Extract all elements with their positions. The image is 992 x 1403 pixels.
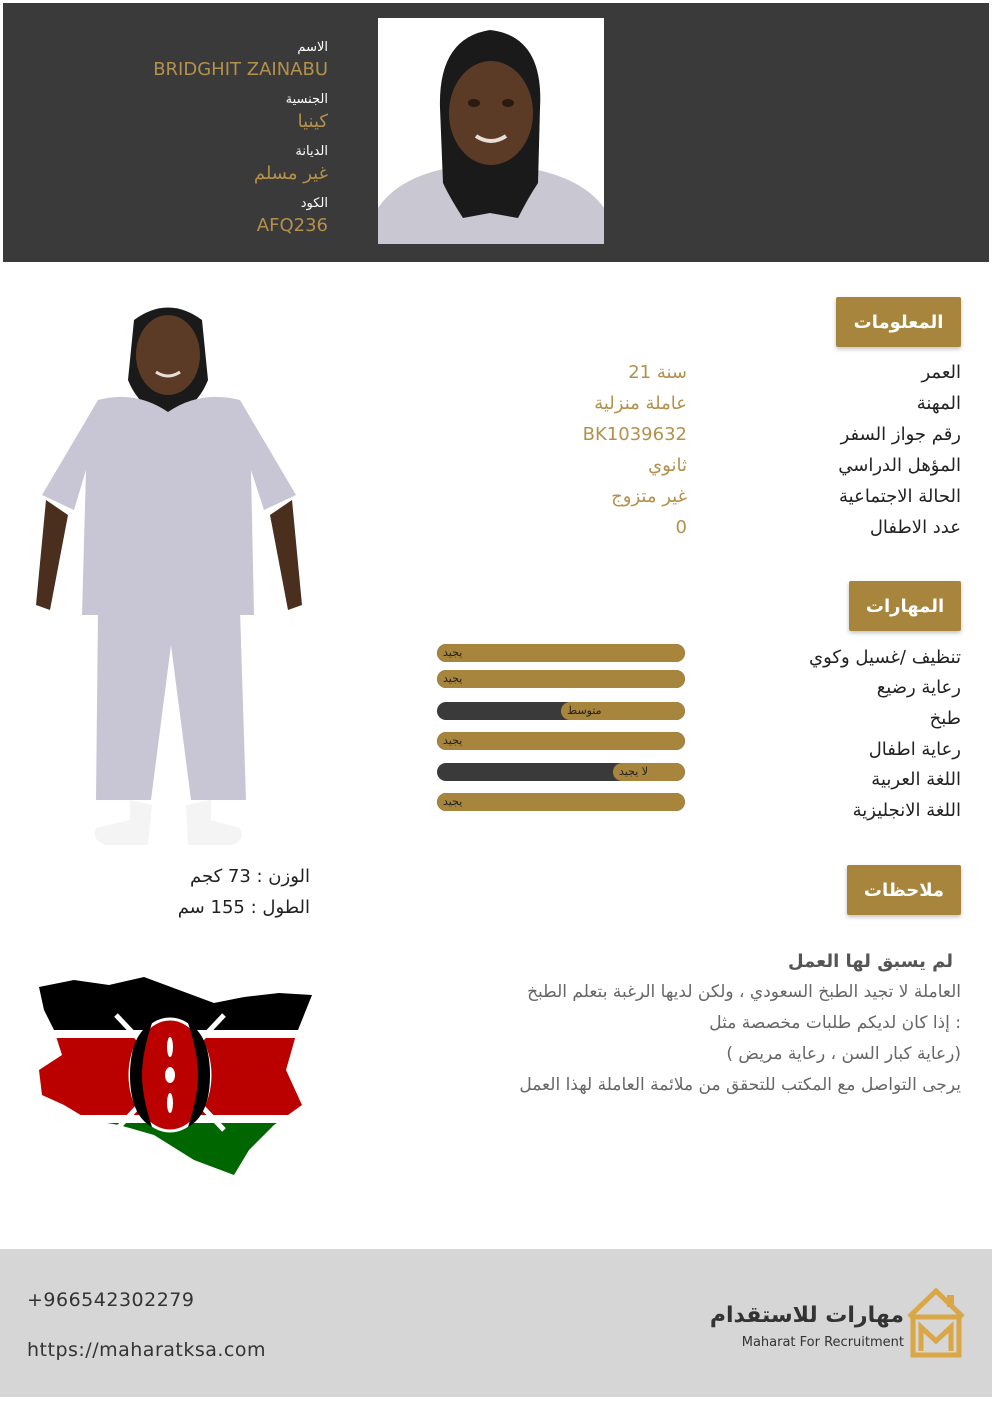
skill-bar-fill <box>437 793 685 811</box>
skill-bar-cooking <box>437 702 685 720</box>
skill-level-text: يجيد <box>443 672 463 685</box>
notes-body <box>401 946 961 1101</box>
skill-label-childcare: رعاية اطفال <box>868 739 961 760</box>
education-label: المؤهل الدراسي <box>838 455 961 476</box>
skill-level-text: يجيد <box>443 646 463 659</box>
passport-value: BK1039632 <box>582 424 687 445</box>
weight-text: الوزن : 73 كجم <box>190 866 310 887</box>
skill-label-cooking: طبخ <box>929 708 961 729</box>
passport-label: رقم جواز السفر <box>840 424 961 445</box>
nationality-label: الجنسية <box>285 92 328 107</box>
skill-bar-childcare <box>437 732 685 750</box>
religion-label: الديانة <box>295 144 328 159</box>
house-logo-icon <box>905 1287 967 1359</box>
skill-level-text: لا يجيد <box>619 765 649 778</box>
notes-line: يرجى التواصل مع المكتب للتحقق من ملائمة العاملة لهذا العمل <box>519 1075 961 1095</box>
notes-line: العاملة لا تجيد الطبخ السعودي ، ولكن لديها الرغبة بتعلم الطبخ <box>527 982 961 1002</box>
notes-headline: لم يسبق لها العمل <box>788 951 953 972</box>
skill-bar-english <box>437 793 685 811</box>
profession-value: عاملة منزلية <box>594 393 687 414</box>
skill-label-arabic: اللغة العربية <box>871 769 961 790</box>
nationality-value: كينيا <box>297 111 328 132</box>
skill-bar-fill <box>437 644 685 662</box>
portrait-photo <box>378 18 604 244</box>
notes-line: ( رعاية كبار السن ، رعاية مريض) <box>726 1044 961 1064</box>
info-section-title: المعلومات <box>836 297 961 347</box>
phone-number: +966542302279 <box>27 1289 195 1311</box>
religion-value: غير مسلم <box>253 163 328 184</box>
skill-bar-cleaning <box>437 644 685 662</box>
skill-level-text: متوسط <box>567 704 602 717</box>
kenya-flag-map <box>34 975 314 1180</box>
code-label: الكود <box>300 196 328 211</box>
notes-line: إذا كان لديكم طلبات مخصصة مثل : <box>709 1013 961 1033</box>
marital-value: غير متزوج <box>611 486 687 507</box>
skill-bar-arabic <box>437 763 685 781</box>
name-value: BRIDGHIT ZAINABU <box>153 59 328 80</box>
skill-bar-fill <box>437 670 685 688</box>
profile-header <box>3 3 989 262</box>
skill-bar-fill <box>437 732 685 750</box>
skill-label-cleaning: تنظيف /غسيل وكوي <box>809 647 961 668</box>
maharat-logo-icon <box>905 1287 967 1359</box>
education-value: ثانوي <box>648 455 687 476</box>
logo-english-text: Maharat For Recruitment <box>741 1335 904 1350</box>
profession-label: المهنة <box>916 393 961 414</box>
skill-bar-infant-care <box>437 670 685 688</box>
skill-label-infant-care: رعاية رضيع <box>876 677 961 698</box>
code-value: AFQ236 <box>256 215 328 236</box>
height-text: الطول : 155 سم <box>177 897 310 918</box>
skill-label-english: اللغة الانجليزية <box>852 800 961 821</box>
website-link[interactable]: https://maharatksa.com <box>27 1339 267 1361</box>
children-value: 0 <box>675 517 687 538</box>
marital-label: الحالة الاجتماعية <box>839 486 961 507</box>
skill-level-text: يجيد <box>443 734 463 747</box>
name-label: الاسم <box>297 40 328 55</box>
footer <box>0 1249 992 1397</box>
skills-section-title: المهارات <box>849 581 961 631</box>
full-body-photo <box>36 300 302 850</box>
header-fields <box>3 39 328 247</box>
logo-arabic-text: مهارات للاستقدام <box>709 1303 904 1328</box>
notes-section-title: ملاحظات <box>847 865 961 915</box>
age-value: 21 سنة <box>628 362 687 383</box>
kenya-flag-map-image <box>34 975 314 1180</box>
children-label: عدد الاطفال <box>869 517 961 538</box>
age-label: العمر <box>921 362 961 383</box>
portrait-image <box>378 18 604 244</box>
full-body-image <box>36 300 302 850</box>
skill-level-text: يجيد <box>443 795 463 808</box>
